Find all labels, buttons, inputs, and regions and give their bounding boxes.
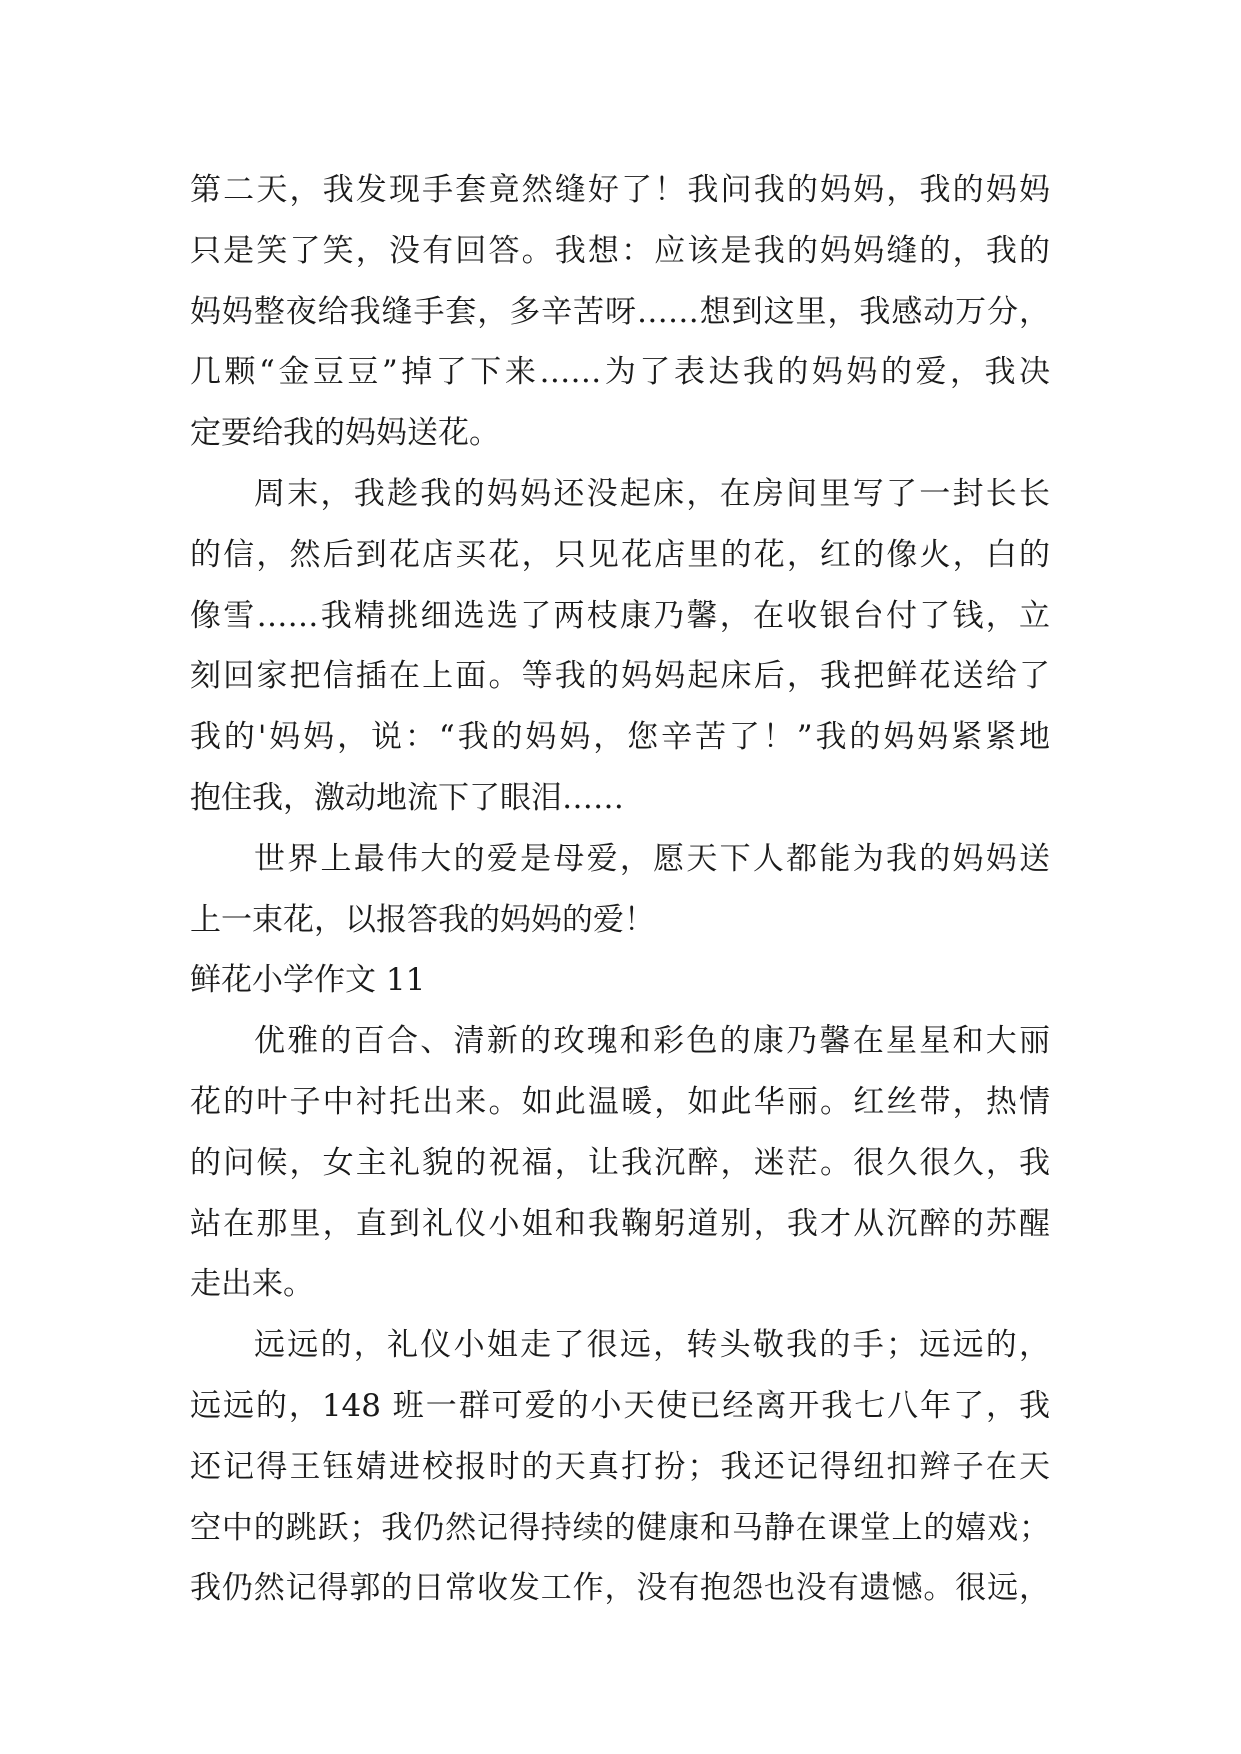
paragraph-line: 的问候，女主礼貌的祝福，让我沉醉，迷茫。很久很久，我 — [190, 1144, 1050, 1181]
section-heading: 鲜花小学作文 11 — [190, 962, 426, 999]
paragraph-line: 走出来。 — [190, 1266, 314, 1303]
paragraph-line: 我的'妈妈，说：“我的妈妈，您辛苦了！”我的妈妈紧紧地 — [190, 719, 1050, 756]
paragraph-line: 花的叶子中衬托出来。如此温暖，如此华丽。红丝带，热情 — [190, 1083, 1050, 1120]
paragraph-line: 妈妈整夜给我缝手套，多辛苦呀……想到这里，我感动万分， — [190, 293, 1050, 330]
paragraph-line: 抱住我，激动地流下了眼泪…… — [190, 779, 624, 816]
paragraph-line: 周末，我趁我的妈妈还没起床，在房间里写了一封长长 — [254, 475, 1050, 512]
paragraph-line: 空中的跳跃；我仍然记得持续的健康和马静在课堂上的嬉戏； — [190, 1509, 1050, 1546]
paragraph-line: 刻回家把信插在上面。等我的妈妈起床后，我把鲜花送给了 — [190, 658, 1050, 695]
paragraph-line: 我仍然记得郭的日常收发工作，没有抱怨也没有遗憾。很远， — [190, 1570, 1050, 1607]
paragraph-line: 定要给我的妈妈送花。 — [190, 415, 500, 452]
paragraph-line: 像雪……我精挑细选选了两枝康乃馨，在收银台付了钱，立 — [190, 597, 1050, 634]
paragraph-line: 还记得王钰婧进校报时的天真打扮；我还记得纽扣辫子在天 — [190, 1448, 1050, 1485]
paragraph-line: 远远的，148 班一群可爱的小天使已经离开我七八年了，我 — [190, 1387, 1050, 1424]
essay-body — [190, 160, 1050, 1619]
paragraph-line: 远远的，礼仪小姐走了很远，转头敬我的手；远远的， — [254, 1327, 1050, 1364]
paragraph-line: 几颗“金豆豆”掉了下来……为了表达我的妈妈的爱，我决 — [190, 354, 1050, 391]
paragraph-line: 世界上最伟大的爱是母爱，愿天下人都能为我的妈妈送 — [254, 840, 1050, 877]
paragraph-line: 第二天，我发现手套竟然缝好了！我问我的妈妈，我的妈妈 — [190, 172, 1050, 208]
paragraph-line: 上一束花，以报答我的妈妈的爱！ — [190, 901, 655, 938]
paragraph-line: 站在那里，直到礼仪小姐和我鞠躬道别，我才从沉醉的苏醒 — [190, 1205, 1050, 1242]
paragraph-line: 只是笑了笑，没有回答。我想：应该是我的妈妈缝的，我的 — [190, 232, 1050, 269]
paragraph-line: 优雅的百合、清新的玫瑰和彩色的康乃馨在星星和大丽 — [254, 1023, 1050, 1060]
paragraph-line: 的信，然后到花店买花，只见花店里的花，红的像火，白的 — [190, 536, 1050, 573]
